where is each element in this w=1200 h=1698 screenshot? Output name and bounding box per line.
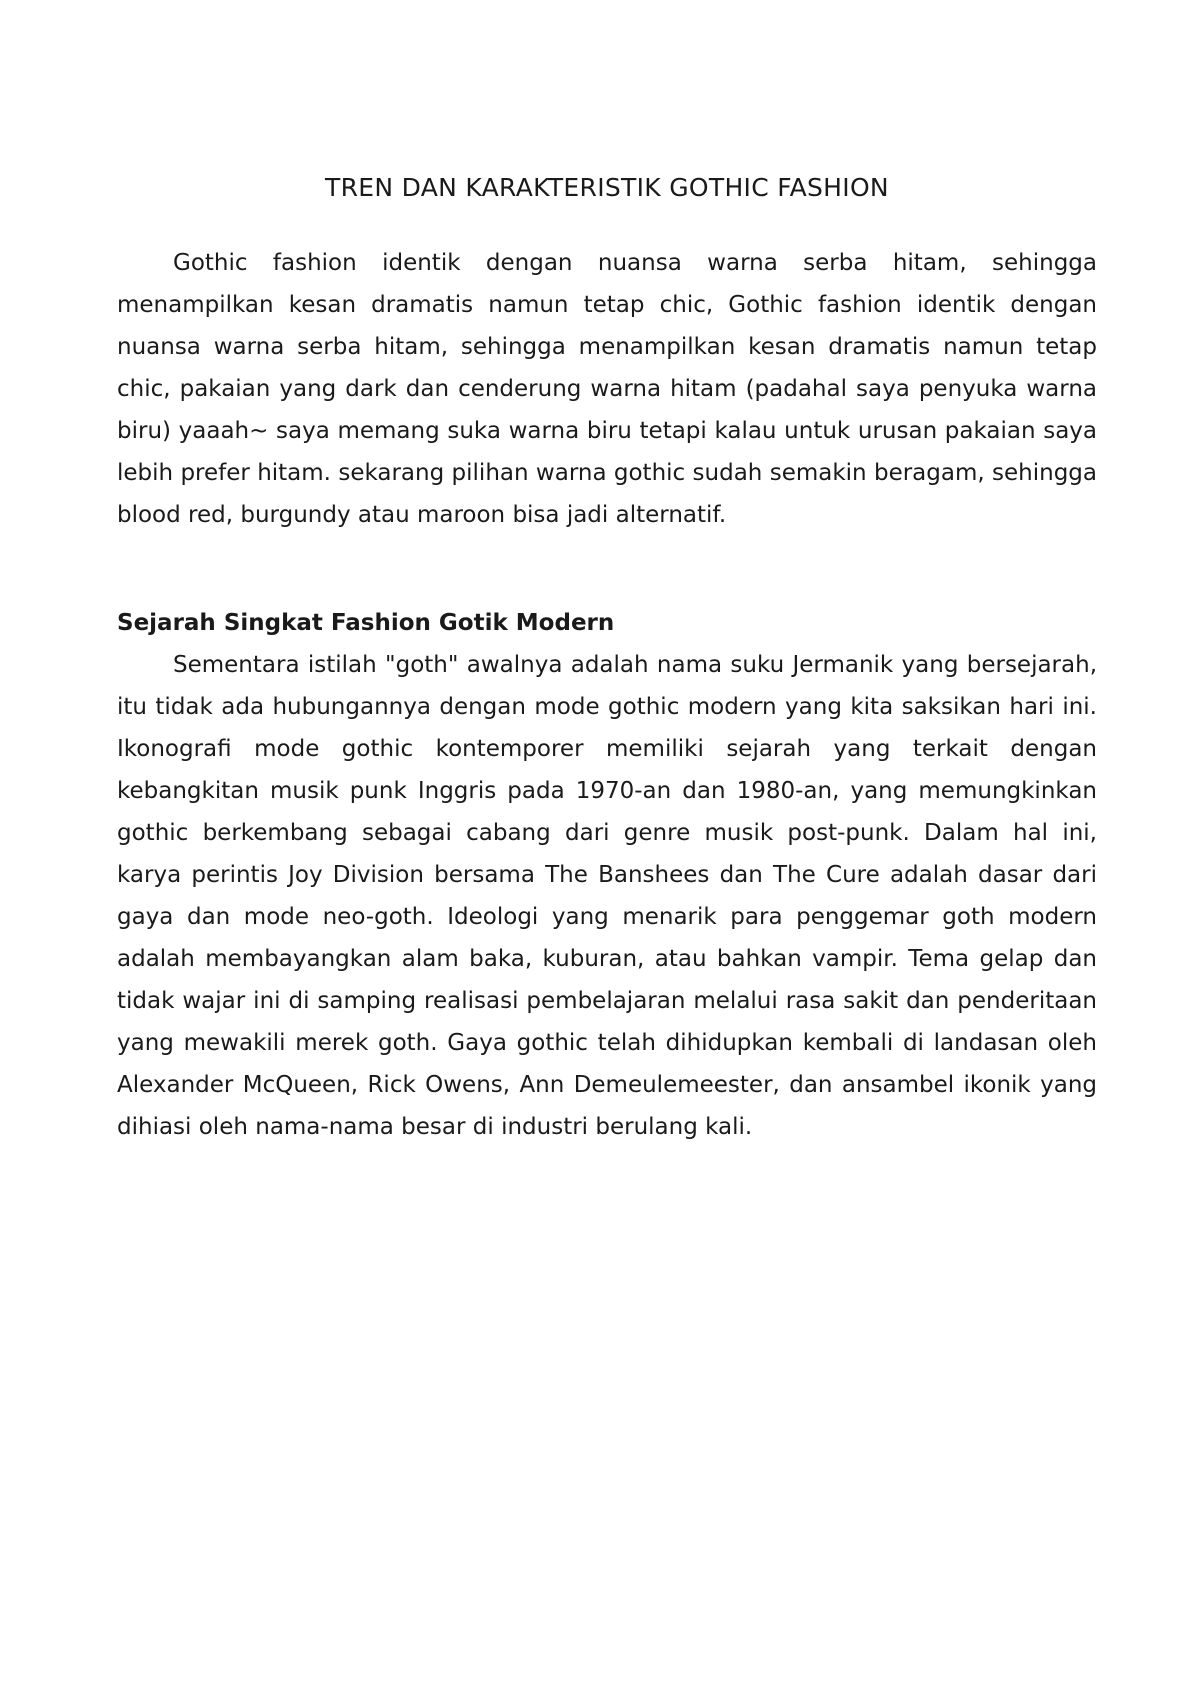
document-title: TREN DAN KARAKTERISTIK GOTHIC FASHION bbox=[325, 173, 889, 202]
section-heading: Sejarah Singkat Fashion Gotik Modern bbox=[117, 610, 615, 636]
paragraph-history: Sementara istilah "goth" awalnya adalah nama suku Jermanik yang bersejarah, itu tidak ada hubungannya dengan mode gothic modern yang kita saksikan hari ini. Ikonografi mode gothic kontemporer memiliki sejarah yang terkait dengan kebangkitan musik punk Inggris pada 1970-an dan 1980-an, yang memungkinkan gothic berkembang sebagai cabang dari genre musik post-punk. Dalam hal ini, karya perintis Joy Division bersama The Banshees dan The Cure adalah dasar dari gaya dan mode neo-goth. Ideologi yang menarik para penggemar goth modern adalah membayangkan alam baka, kuburan, atau bahkan vampir. Tema gelap dan tidak wajar ini di samping realisasi pembelajaran melalui rasa sakit dan penderitaan yang mewakili merek goth. Gaya gothic telah dihidupkan kembali di landasan oleh Alexander McQueen, Rick Owens, Ann Demeulemeester, dan ansambel ikonik yang dihiasi oleh nama-nama besar di industri berulang kali. bbox=[117, 652, 1097, 1140]
paragraph-intro: Gothic fashion identik dengan nuansa warna serba hitam, sehingga menampilkan kesan dramatis namun tetap chic, Gothic fashion identik dengan nuansa warna serba hitam, sehingga menampilkan kesan dramatis namun tetap chic, pakaian yang dark dan cenderung warna hitam (padahal saya penyuka warna biru) yaaah~ saya memang suka warna biru tetapi kalau untuk urusan pakaian saya lebih prefer hitam. sekarang pilihan warna gothic sudah semakin beragam, sehingga blood red, burgundy atau maroon bisa jadi alternatif. bbox=[117, 250, 1097, 528]
document-body bbox=[117, 168, 1097, 1148]
